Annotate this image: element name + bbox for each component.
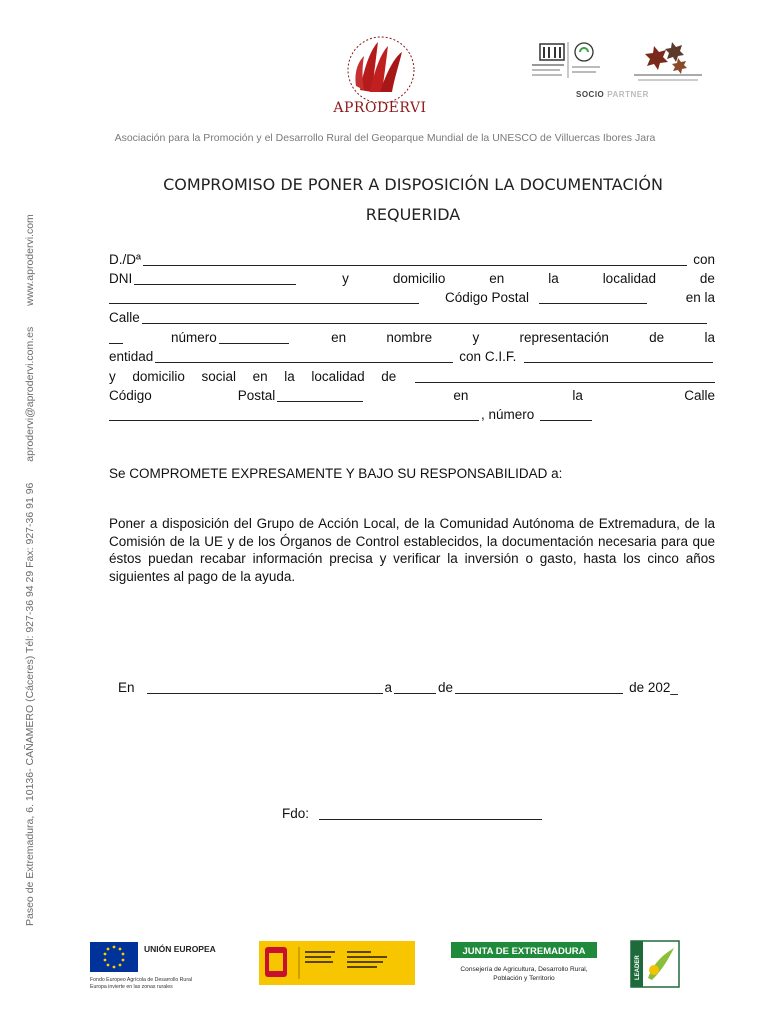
- label-codigo-postal: Código Postal: [445, 290, 530, 305]
- label-de: de: [649, 330, 665, 345]
- label-year: de 202_: [629, 680, 678, 695]
- geopark-logo: [628, 36, 708, 88]
- label-numero: número: [171, 330, 217, 345]
- place-field[interactable]: [147, 680, 383, 694]
- form-line-name: [109, 250, 715, 269]
- svg-text:Europa invierte en las zonas r: Europa invierte en las zonas rurales: [90, 984, 173, 990]
- label-localidad: localidad: [311, 369, 365, 384]
- svg-text:UNIÓN EUROPEA: UNIÓN EUROPEA: [144, 944, 216, 954]
- label-a: a: [384, 680, 393, 695]
- document-title: [110, 170, 716, 230]
- label-representacion: representación: [519, 330, 609, 345]
- locality-field[interactable]: [109, 290, 419, 304]
- label-la: la: [704, 330, 715, 345]
- address-text: Paseo de Extremadura, 6. 10136- CAÑAMERO (Cáceres) Tél: 927-36 94 29 Fax: 927-36 91 96: [24, 482, 36, 926]
- label-postal: Postal: [237, 388, 276, 403]
- socio-partner-label: SOCIO PARTNER: [576, 90, 649, 99]
- form-line-entity: [109, 347, 715, 366]
- label-en: en: [252, 369, 268, 384]
- label-entidad: entidad: [109, 349, 154, 364]
- title-line-2: REQUERIDA: [365, 205, 461, 224]
- label-en: en: [453, 388, 469, 403]
- name-field[interactable]: [143, 252, 687, 266]
- social-postal-code-field[interactable]: [277, 388, 363, 402]
- svg-text:JUNTA DE EXTREMADURA: JUNTA DE EXTREMADURA: [462, 946, 586, 957]
- signature-field[interactable]: [319, 806, 542, 820]
- junta-extremadura-logo: [451, 942, 597, 988]
- label-la: la: [572, 388, 583, 403]
- label-y: y: [109, 369, 116, 384]
- postal-code-field[interactable]: [539, 290, 647, 304]
- ministry-logo: [259, 941, 415, 985]
- street-field[interactable]: [142, 310, 707, 324]
- label-nombre: nombre: [386, 330, 433, 345]
- form-line-postal-street: [109, 386, 715, 405]
- form-line-street: [109, 308, 715, 327]
- day-field[interactable]: [394, 680, 436, 694]
- email-text: aprodervi@aprodervi.com.es: [24, 326, 36, 462]
- label-codigo: Código: [109, 388, 152, 403]
- label-dni: DNI: [109, 271, 133, 286]
- label-social: social: [201, 369, 237, 384]
- label-de-date: de: [438, 680, 454, 695]
- street-number-prefix-field[interactable]: [109, 330, 123, 344]
- number-field[interactable]: [219, 330, 289, 344]
- form-line-number: [109, 328, 715, 347]
- label-localidad: localidad: [602, 271, 656, 286]
- unesco-logo: [528, 38, 608, 86]
- date-line: [118, 678, 710, 697]
- form-line-locality: [109, 288, 715, 307]
- label-calle: Calle: [684, 388, 715, 403]
- label-y: y: [342, 271, 349, 286]
- side-contact-info: [24, 166, 36, 926]
- entity-field[interactable]: [155, 349, 453, 363]
- social-number-field[interactable]: [540, 407, 592, 421]
- form-line-social-address: [109, 367, 715, 386]
- label-de: de: [381, 369, 397, 384]
- svg-text:LEADER: LEADER: [635, 955, 641, 980]
- svg-text:Consejería de Agricultura, Des: Consejería de Agricultura, Desarrollo Rural,: [460, 966, 588, 973]
- label-calle: Calle: [109, 310, 140, 325]
- social-locality-field[interactable]: [415, 369, 715, 383]
- label-d-da: D./Dª: [109, 252, 141, 267]
- commitment-heading: Se COMPROMETE EXPRESAMENTE Y BAJO SU RESPONSABILIDAD a:: [109, 466, 563, 481]
- label-domicilio: domicilio: [392, 271, 446, 286]
- form-line-street-number: [109, 405, 715, 424]
- label-cif: con C.I.F.: [459, 349, 517, 364]
- label-fdo: Fdo:: [282, 806, 310, 821]
- social-street-field[interactable]: [109, 407, 479, 421]
- association-tagline: Asociación para la Promoción y el Desarrollo Rural del Geoparque Mundial de la UNESCO de Villuercas Ibores Jara: [114, 132, 656, 144]
- cif-field[interactable]: [524, 349, 713, 363]
- org-name: APRODERVI: [333, 100, 427, 116]
- commitment-paragraph: Poner a disposición del Grupo de Acción Local, de la Comunidad Autónoma de Extremadura, de la Comisión de la UE y de los Órganos de Control establecidos, la documentación necesaria para que éstos puedan recabar información precisa y verificar la inversión o gasto, hasta los cinco años siguientes al pago de la ayuda.: [109, 516, 715, 584]
- label-con: con: [693, 252, 715, 267]
- label-la: la: [284, 369, 295, 384]
- eu-flag-icon: [86, 940, 236, 992]
- label-en-la: en la: [685, 290, 715, 305]
- label-domicilio: domicilio: [132, 369, 185, 384]
- leader-logo: [630, 940, 680, 988]
- month-field[interactable]: [455, 680, 623, 694]
- web-text: www.aprodervi.com: [24, 214, 36, 306]
- svg-text:Fondo Europeo Agrícola de Desa: Fondo Europeo Agrícola de Desarrollo Rural: [90, 977, 193, 983]
- eu-feader-logo: [86, 940, 236, 992]
- form-line-dni: [109, 269, 715, 288]
- label-la: la: [548, 271, 559, 286]
- dni-field[interactable]: [134, 271, 296, 285]
- label-y: y: [472, 330, 480, 345]
- label-de: de: [699, 271, 715, 286]
- label-en-date: En: [118, 680, 135, 695]
- signature-line: [282, 804, 544, 823]
- label-en: en: [489, 271, 505, 286]
- svg-text:Población y Territorio: Población y Territorio: [493, 975, 555, 982]
- label-en: en: [331, 330, 347, 345]
- title-line-1: COMPROMISO DE PONER A DISPOSICIÓN LA DOCUMENTACIÓN: [163, 175, 663, 194]
- label-numero-2: , número: [481, 407, 535, 422]
